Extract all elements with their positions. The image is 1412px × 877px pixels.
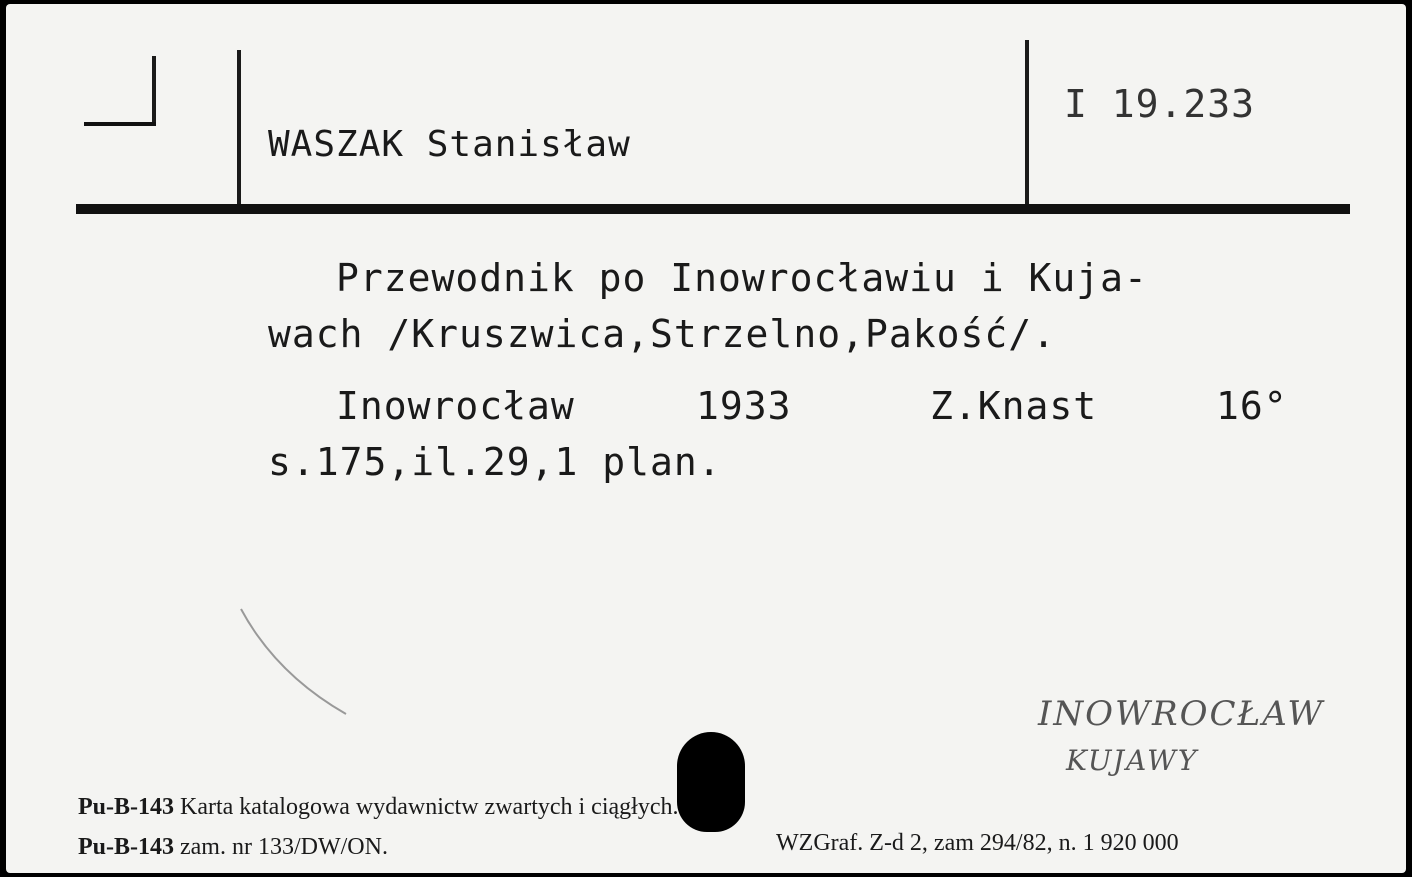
call-number: I 19.233 bbox=[1064, 82, 1256, 126]
header-left-divider bbox=[237, 50, 241, 210]
header-rule bbox=[76, 204, 1350, 214]
footer-text-1: Karta katalogowa wydawnictw zwartych i ciągłych. bbox=[180, 794, 679, 820]
pencil-annotation-2: KUJAWY bbox=[1066, 744, 1199, 777]
footer-printer: WZGraf. Z-d 2, zam 294/82, n. 1 920 000 bbox=[776, 830, 1179, 856]
footer-code-2: Pu-B-143 bbox=[78, 834, 174, 860]
catalog-card bbox=[6, 4, 1406, 873]
imprint-format: 16° bbox=[1216, 384, 1288, 428]
imprint-place: Inowrocław bbox=[336, 384, 575, 428]
pencil-annotation-1: INOWROCŁAW bbox=[1038, 694, 1325, 734]
header-right-divider bbox=[1025, 40, 1029, 208]
footer-line-2 bbox=[78, 834, 388, 861]
footer-code-1: Pu-B-143 bbox=[78, 794, 174, 820]
title-line-1: Przewodnik po Inowrocławiu i Kuja- bbox=[336, 256, 1148, 300]
imprint-year: 1933 bbox=[696, 384, 792, 428]
imprint-publisher: Z.Knast bbox=[930, 384, 1098, 428]
footer-text-2: zam. nr 133/DW/ON. bbox=[180, 834, 388, 860]
author-heading: WASZAK Stanisław bbox=[268, 124, 631, 165]
footer-line-1 bbox=[78, 794, 678, 821]
stray-mark bbox=[236, 604, 356, 724]
corner-mark-vertical bbox=[152, 56, 156, 124]
punch-hole bbox=[677, 732, 745, 832]
collation: s.175,il.29,1 plan. bbox=[268, 440, 722, 484]
corner-mark-horizontal bbox=[84, 122, 156, 126]
title-line-2: wach /Kruszwica,Strzelno,Pakość/. bbox=[268, 312, 1056, 356]
